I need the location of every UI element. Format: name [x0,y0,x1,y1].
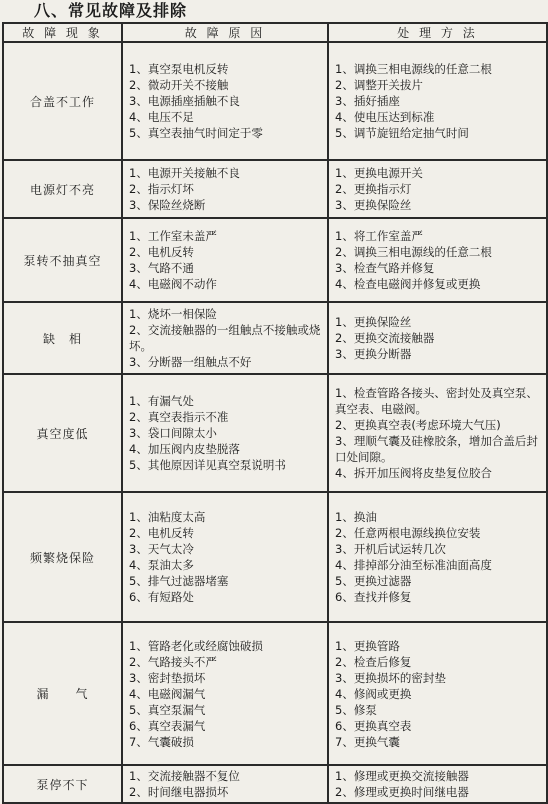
solution-item: 6、更换真空表 [335,718,412,733]
fault-phenomenon: 电源灯不亮 [3,160,122,218]
solution-item: 5、调节旋钮给定抽气时间 [335,126,469,140]
cause-item: 1、油粘度太高 [129,510,206,524]
cause-item: 2、时间继电器损坏 [129,785,229,799]
fault-phenomenon: 泵停不下 [3,765,122,803]
solution-item: 4、修阀或更换 [335,686,412,701]
fault-cause-cell [122,492,328,622]
solution-item: 3、开机后试运转几次 [335,542,446,556]
table-row [3,492,547,622]
table-row [3,160,547,218]
cause-item: 1、有漏气处 [129,394,194,408]
solution-item: 5、更换过滤器 [335,574,412,588]
solution-item: 1、更换管路 [335,638,400,653]
solution-item: 5、修泵 [335,702,377,717]
cause-item: 5、排气过滤器堵塞 [129,574,229,588]
cause-item: 1、交流接触器不复位 [129,769,240,783]
cause-item: 3、电源插座插触不良 [129,94,240,108]
cause-item: 3、分断器一组触点不好 [129,355,252,369]
cause-item: 2、电机反转 [129,245,194,259]
fault-cause-cell [122,765,328,803]
fault-solution-cell [328,374,547,492]
cause-item: 3、天气太冷 [129,542,194,556]
cause-item: 1、电源开关接触不良 [129,166,240,180]
cause-item: 3、密封垫损坏 [129,670,206,685]
solution-item: 3、更换损坏的密封垫 [335,670,446,685]
solution-item: 3、更换分断器 [335,347,412,361]
fault-cause-cell [122,160,328,218]
fault-cause-cell [122,622,328,765]
cause-item: 4、电磁阀不动作 [129,277,217,291]
fault-cause-cell [122,374,328,492]
cause-item: 4、电压不足 [129,110,194,124]
cause-item: 2、指示灯坏 [129,182,194,196]
cause-item: 2、交流接触器的一组触点不接触或烧坏。 [129,323,321,353]
fault-phenomenon: 泵转不抽真空 [3,218,122,302]
fault-solution-cell [328,765,547,803]
cause-item: 3、袋口间隙太小 [129,426,217,440]
cause-item: 4、泵油太多 [129,558,194,572]
solution-item: 4、拆开加压阀将皮垫复位胶合 [335,466,492,480]
fault-solution-cell [328,160,547,218]
cause-item: 5、其他原因详见真空泵说明书 [129,458,286,472]
solution-item: 2、任意两根电源线换位安装 [335,526,481,540]
solution-item: 2、更换真空表(考虑环境大气压) [335,418,501,432]
cause-item: 4、加压阀内皮垫脱落 [129,442,240,456]
cause-item: 1、烧坏一相保险 [129,307,217,321]
solution-item: 4、使电压达到标准 [335,110,435,124]
solution-item: 1、更换保险丝 [335,315,412,329]
fault-phenomenon: 合盖不工作 [3,42,122,160]
solution-item: 2、检查后修复 [335,654,412,669]
solution-item: 4、排掉部分油至标准油面高度 [335,558,492,572]
cause-item: 2、气路接头不严 [129,654,217,669]
cause-item: 2、真空表指示不准 [129,410,229,424]
solution-item: 6、查找并修复 [335,590,412,604]
header-row [3,23,547,42]
header-cause: 故 障 原 因 [122,23,328,42]
solution-item: 7、更换气囊 [335,734,400,749]
cause-item: 1、管路老化或经腐蚀破损 [129,638,263,653]
solution-item: 3、理顺气囊及硅橡胶条，增加合盖后封口处间隙。 [335,434,538,464]
fault-cause-cell [122,302,328,374]
cause-item: 6、真空表漏气 [129,718,206,733]
cause-item: 5、真空表抽气时间定于零 [129,126,263,140]
section-heading: 八、常见故障及排除 [34,1,188,20]
solution-item: 2、更换交流接触器 [335,331,435,345]
solution-item: 3、插好插座 [335,94,400,108]
solution-item: 3、检查气路并修复 [335,261,435,275]
fault-phenomenon: 频繁烧保险 [3,492,122,622]
table-row [3,42,547,160]
table-row [3,765,547,803]
fault-solution-cell [328,492,547,622]
fault-solution-cell [328,622,547,765]
table-row [3,374,547,492]
fault-solution-cell [328,302,547,374]
solution-item: 3、更换保险丝 [335,198,412,212]
cause-item: 1、工作室未盖严 [129,229,217,243]
solution-item: 2、调换三相电源线的任意二根 [335,245,492,259]
solution-item: 1、换油 [335,510,377,524]
header-phenomenon: 故 障 现 象 [3,23,122,42]
fault-cause-cell [122,42,328,160]
solution-item: 1、调换三相电源线的任意二根 [335,62,492,76]
cause-item: 7、气囊破损 [129,734,194,749]
cause-item: 2、微动开关不接触 [129,78,229,92]
solution-item: 1、修理或更换交流接触器 [335,769,469,783]
solution-item: 1、检查管路各接头、密封处及真空泵、真空表、电磁阀。 [335,386,538,416]
solution-item: 1、更换电源开关 [335,166,423,180]
fault-phenomenon: 漏 气 [3,622,122,765]
cause-item: 3、气路不通 [129,261,194,275]
table-row [3,622,547,765]
troubleshooting-table [2,22,548,804]
solution-item: 4、检查电磁阀并修复或更换 [335,277,481,291]
cause-item: 3、保险丝烧断 [129,198,206,212]
solution-item: 2、调整开关拔片 [335,78,423,92]
fault-solution-cell [328,42,547,160]
cause-item: 4、电磁阀漏气 [129,686,206,701]
fault-phenomenon: 真空度低 [3,374,122,492]
solution-item: 2、更换指示灯 [335,182,412,196]
cause-item: 2、电机反转 [129,526,194,540]
cause-item: 5、真空泵漏气 [129,702,206,717]
cause-item: 6、有短路处 [129,590,194,604]
solution-item: 1、将工作室盖严 [335,229,423,243]
fault-solution-cell [328,218,547,302]
header-solution: 处 理 方 法 [328,23,547,42]
cause-item: 1、真空泵电机反转 [129,62,229,76]
table-row [3,302,547,374]
table-row [3,218,547,302]
fault-phenomenon: 缺 相 [3,302,122,374]
solution-item: 2、修理或更换时间继电器 [335,785,469,799]
fault-cause-cell [122,218,328,302]
